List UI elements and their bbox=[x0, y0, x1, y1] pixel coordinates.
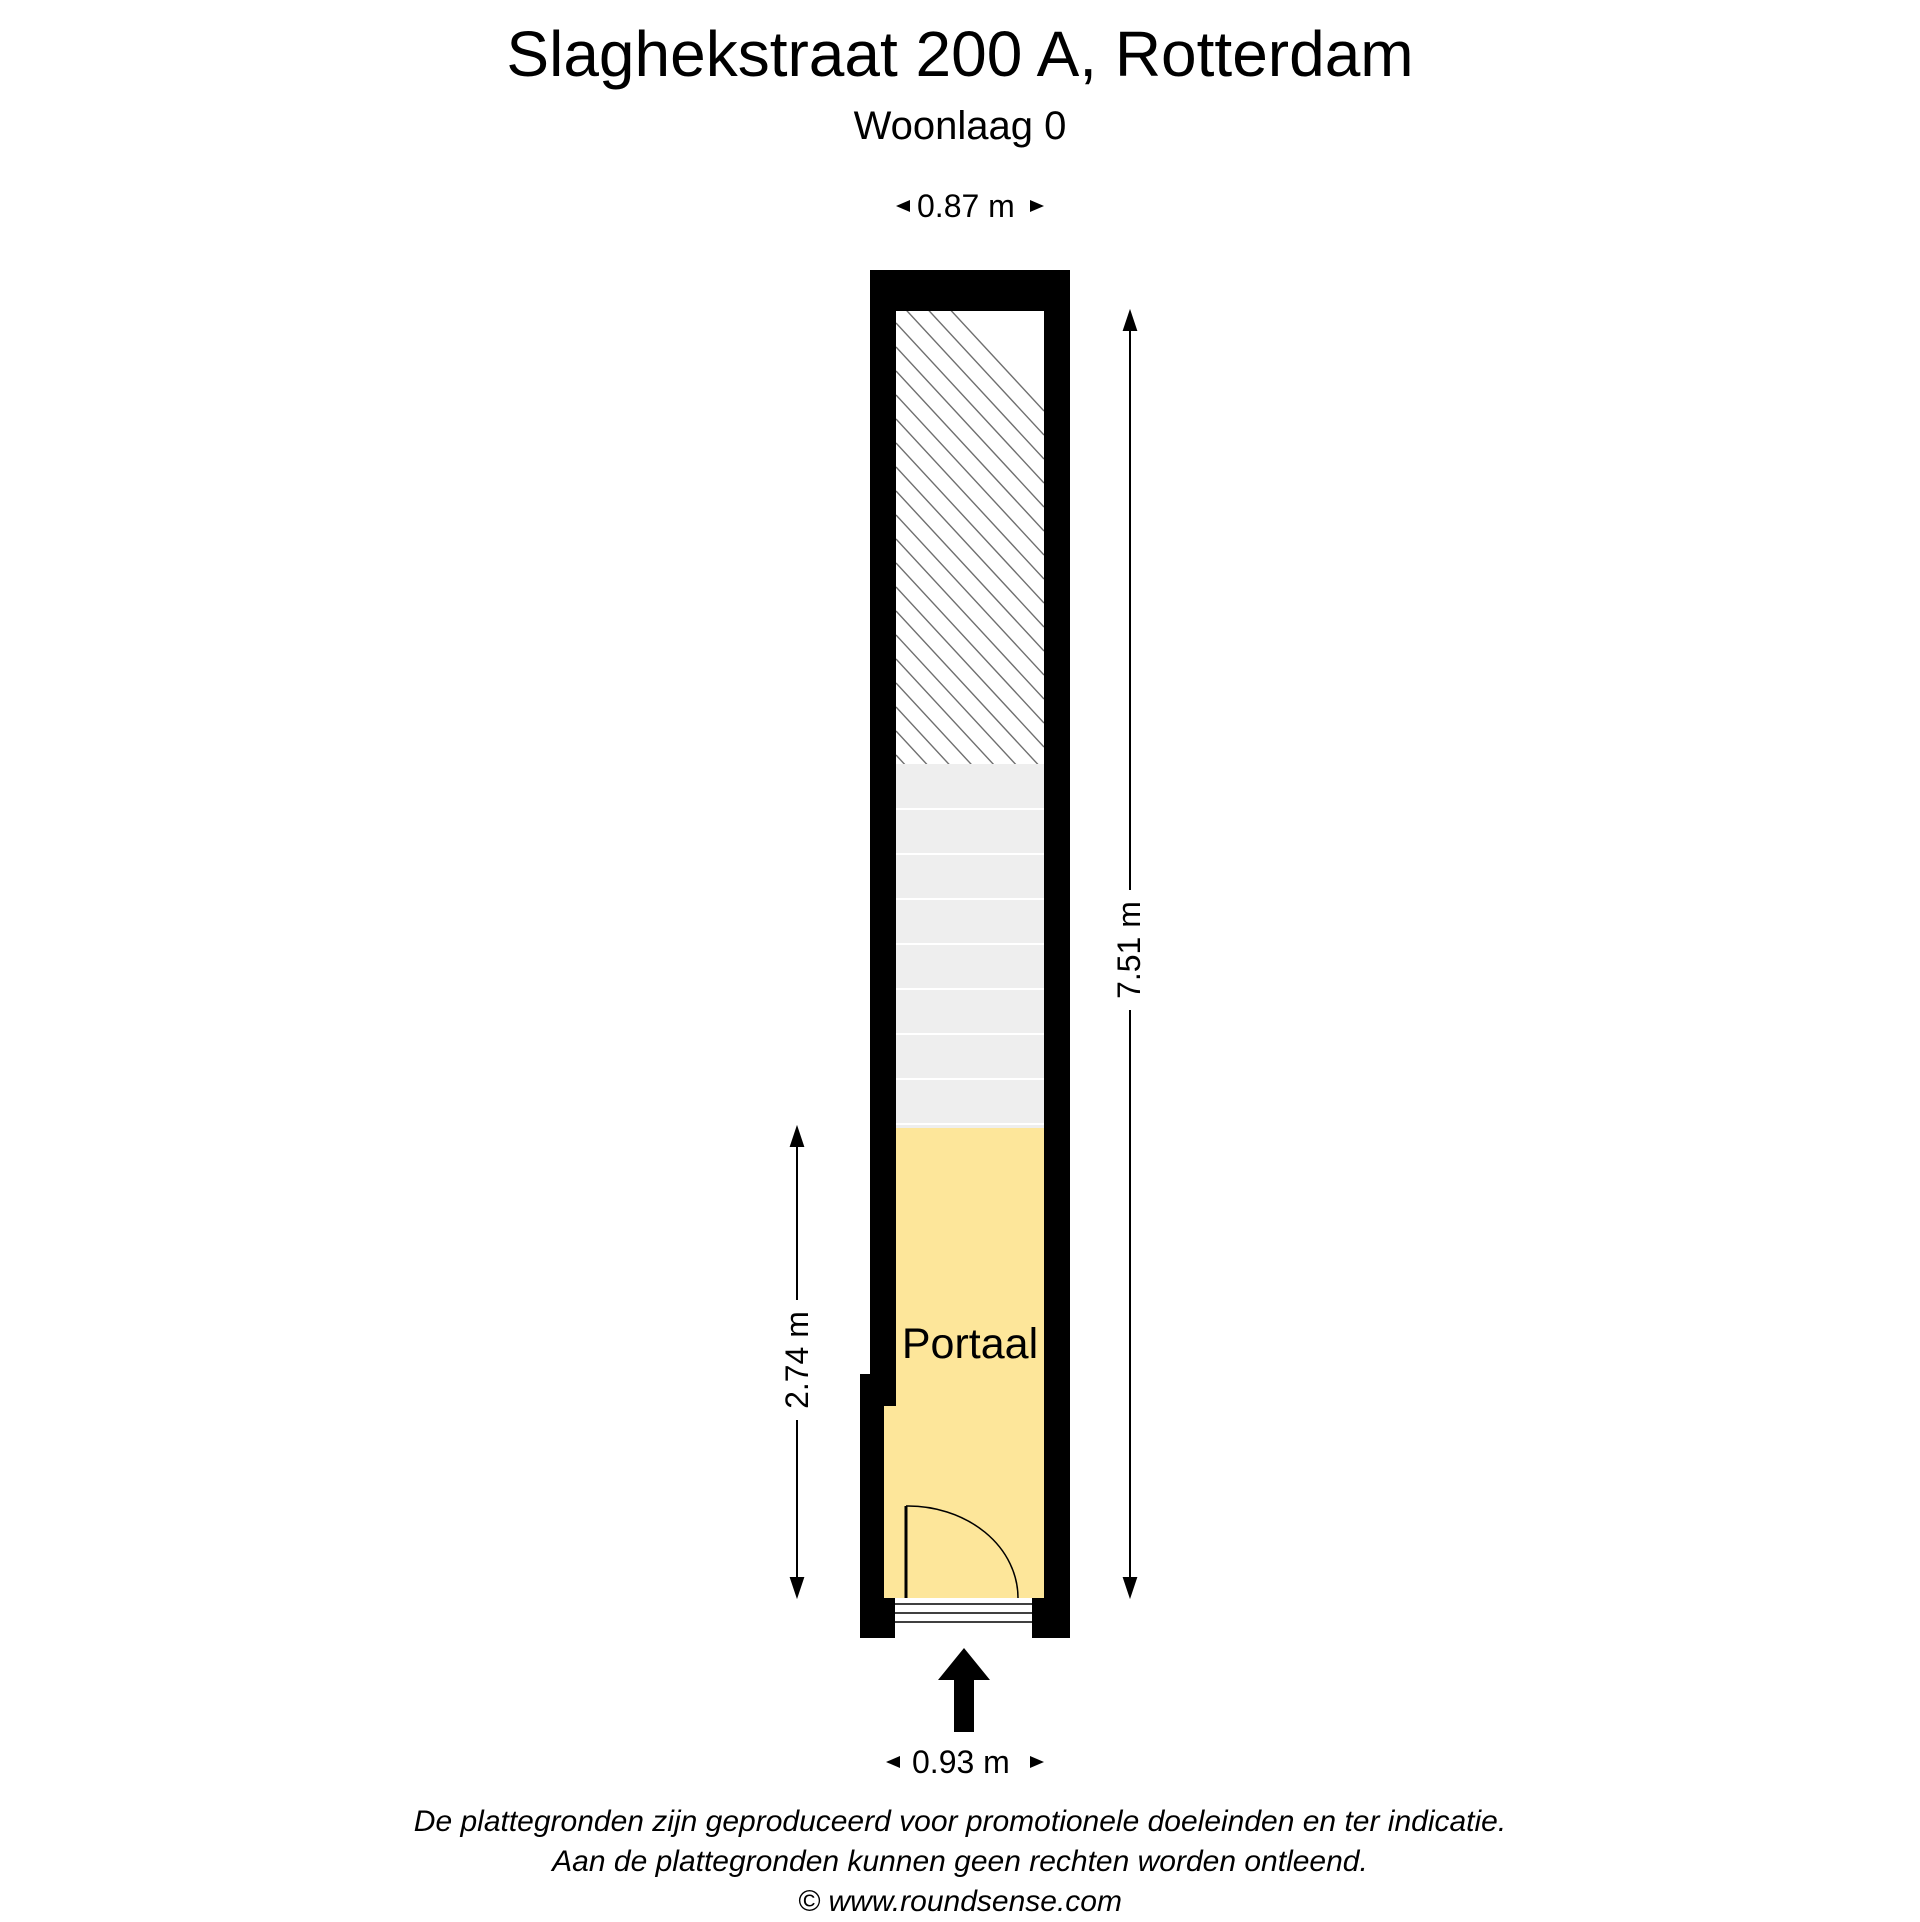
dim-label-top-width: 0.87 m bbox=[917, 188, 1015, 224]
dim-label-bottom-width: 0.93 m bbox=[912, 1744, 1010, 1780]
entrance-arrow-icon bbox=[938, 1648, 990, 1732]
page-title: Slaghekstraat 200 A, Rotterdam bbox=[506, 18, 1414, 90]
dim-label-total-length: 7.51 m bbox=[1111, 901, 1147, 999]
copyright-line: © www.roundsense.com bbox=[798, 1885, 1122, 1918]
dim-label-portaal-length: 2.74 m bbox=[779, 1311, 815, 1409]
disclaimer-line-2: Aan de plattegronden kunnen geen rechten worden ontleend. bbox=[552, 1845, 1368, 1878]
staircase bbox=[896, 764, 1044, 1128]
room-label-portaal: Portaal bbox=[901, 1320, 1039, 1368]
floor-label: Woonlaag 0 bbox=[853, 104, 1067, 148]
disclaimer-line-1: De plattegronden zijn geproduceerd voor promotionele doeleinden en ter indicatie. bbox=[413, 1805, 1507, 1838]
